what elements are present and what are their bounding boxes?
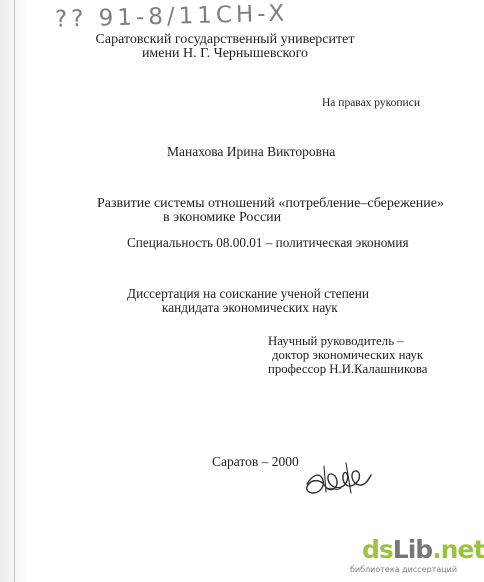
university-name-line-1: Саратовский государственный университет bbox=[95, 32, 355, 47]
degree-statement-line-1: Диссертация на соискание ученой степени bbox=[127, 286, 369, 301]
university-name-line-2: имени Н. Г. Чернышевского bbox=[141, 46, 309, 61]
supervisor-line-1: Научный руководитель – bbox=[268, 334, 404, 348]
thesis-title-line-1: Развитие системы отношений «потребление–сбережение» bbox=[97, 196, 445, 211]
dslib-watermark bbox=[350, 535, 484, 582]
dslib-logo bbox=[362, 536, 484, 564]
speciality-code: Специальность 08.00.01 – политическая экономия bbox=[127, 235, 409, 250]
handwritten-signature-icon bbox=[303, 458, 373, 500]
author-name: Манахова Ирина Викторовна bbox=[167, 144, 336, 159]
supervisor-line-3: профессор Н.И.Калашникова bbox=[268, 362, 428, 376]
handwritten-catalog-number: ?? 91-8/11CH-X bbox=[54, 0, 289, 33]
supervisor-line-2: доктор экономических наук bbox=[272, 348, 424, 362]
city-and-year: Саратов – 2000 bbox=[212, 454, 299, 469]
manuscript-rights-note: На правах рукописи bbox=[322, 97, 420, 109]
dslib-caption: библиотека диссертаций bbox=[350, 565, 458, 574]
dslib-logo-mid: Lib bbox=[392, 535, 433, 564]
thesis-title-line-2: в экономике России bbox=[163, 210, 282, 225]
dslib-logo-prefix: ds bbox=[362, 535, 393, 564]
page-left-border bbox=[14, 0, 15, 582]
degree-statement-line-2: кандидата экономических наук bbox=[162, 300, 338, 315]
dslib-logo-suffix: .net bbox=[432, 535, 484, 564]
